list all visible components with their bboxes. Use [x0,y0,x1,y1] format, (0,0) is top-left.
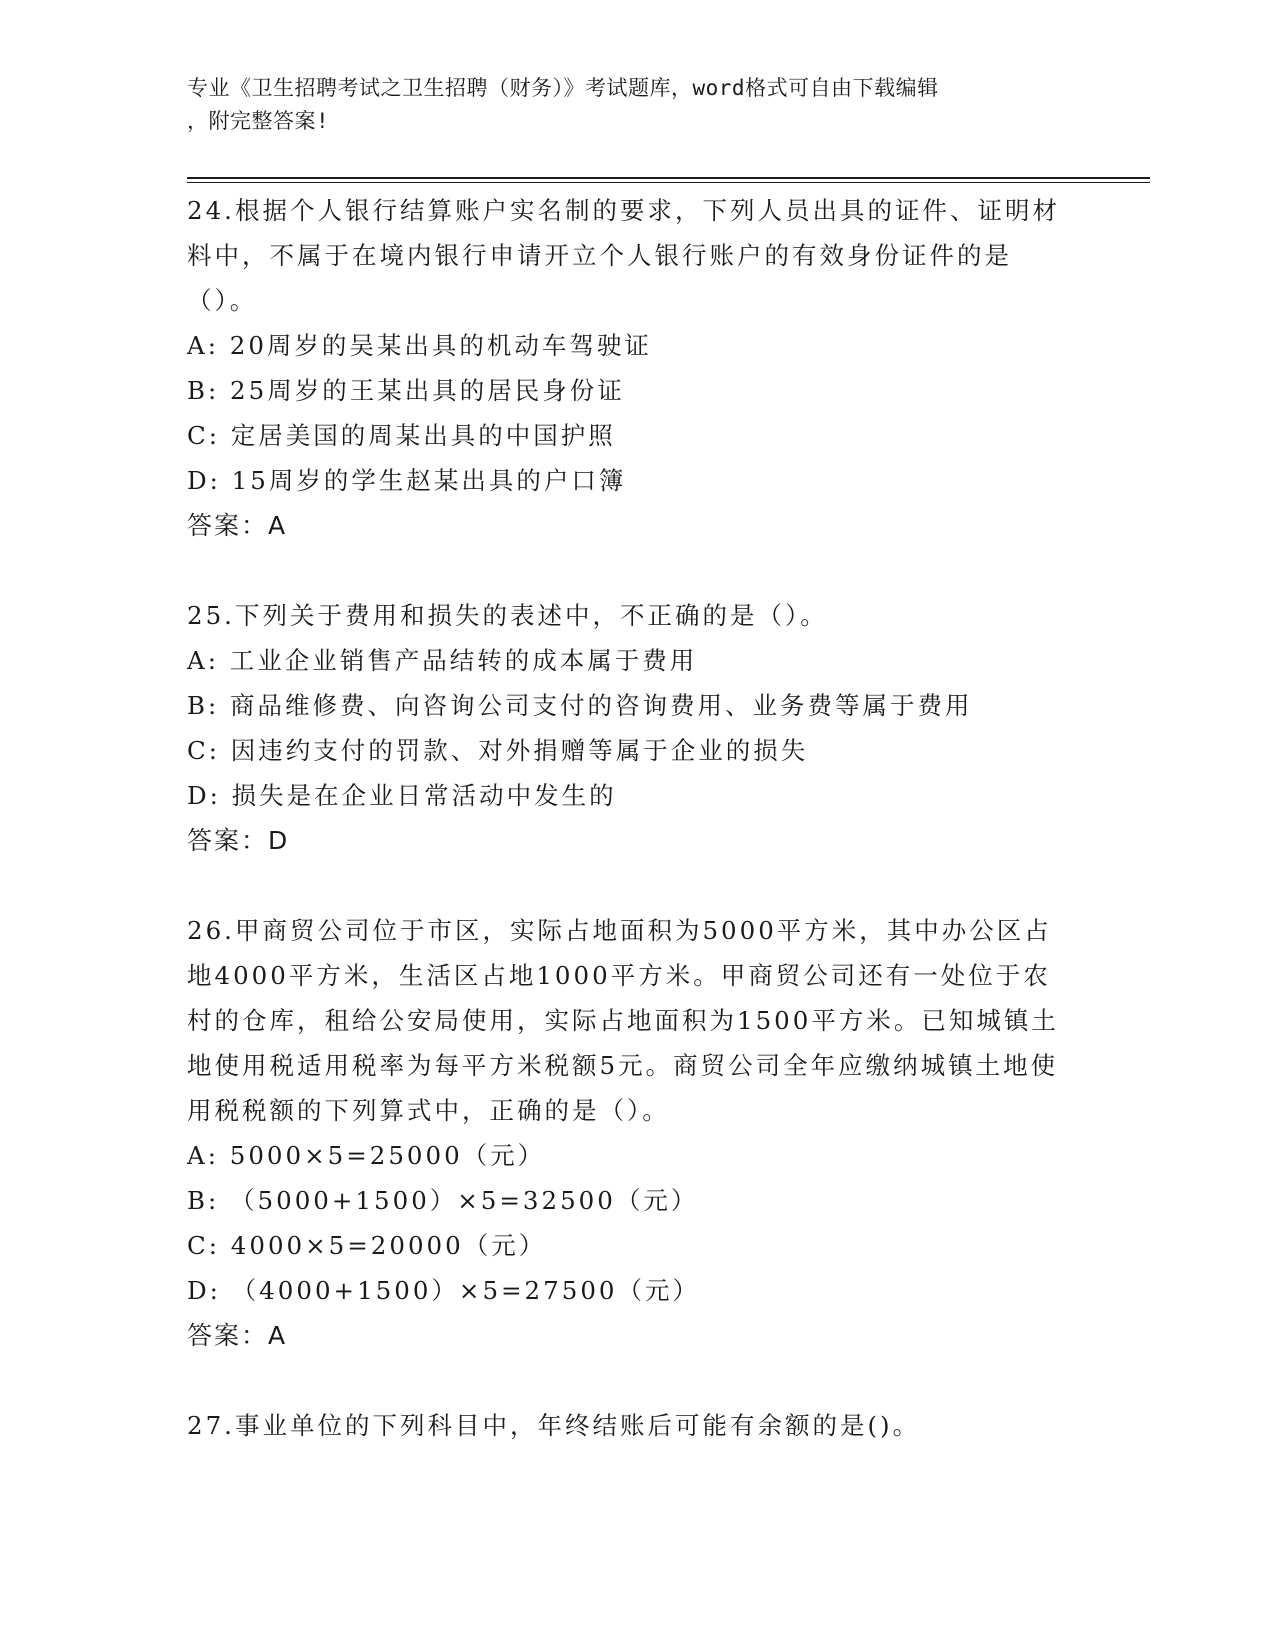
answer-line: 答案：A [187,511,288,540]
option-d: D: 15周岁的学生赵某出具的户口簿 [187,466,627,495]
question-spacer [187,863,1067,908]
question-stem: 25.下列关于费用和损失的表述中，不正确的是（）。 [187,601,828,630]
option-d: D: 损失是在企业日常活动中发生的 [187,781,617,810]
question-spacer [187,1358,1067,1403]
question-27 [187,1403,1067,1448]
question-25 [187,593,1067,863]
question-spacer [187,548,1067,593]
question-24 [187,188,1067,548]
document-header [187,72,1067,138]
question-26 [187,908,1067,1358]
option-a: A: 20周岁的吴某出具的机动车驾驶证 [187,331,652,360]
answer-line: 答案：A [187,1321,288,1350]
header-divider-thin [187,182,1150,183]
option-b: B: 商品维修费、向咨询公司支付的咨询费用、业务费等属于费用 [187,691,973,720]
option-a: A: 工业企业销售产品结转的成本属于费用 [187,646,698,675]
question-list [187,188,1067,1448]
option-d: D: （4000+1500）×5=27500（元） [187,1276,700,1305]
option-c: C: 因违约支付的罚款、对外捐赠等属于企业的损失 [187,736,809,765]
option-a: A: 5000×5=25000（元） [187,1141,546,1170]
option-c: C: 4000×5=20000（元） [187,1231,547,1260]
header-divider-thick [187,177,1150,179]
question-stem: 27.事业单位的下列科目中，年终结账后可能有余额的是()。 [187,1411,921,1440]
header-line-2: ，附完整答案! [187,109,330,133]
option-c: C: 定居美国的周某出具的中国护照 [187,421,616,450]
question-stem: 26.甲商贸公司位于市区，实际占地面积为5000平方米，其中办公区占地4000平方米，生活区占地1000平方米。甲商贸公司还有一处位于农村的仓库，租给公安局使用，实际占地面积为1500平方米。已知城镇土地使用税适用税率为每平方米税额5元。商贸公司全年应缴纳城镇土地使用税税额的下列算式中，正确的是（）。 [187,916,1059,1125]
question-stem: 24.根据个人银行结算账户实名制的要求，下列人员出具的证件、证明材料中，不属于在境内银行申请开立个人银行账户的有效身份证件的是（）。 [187,196,1060,315]
header-line-1: 专业《卫生招聘考试之卫生招聘（财务）》考试题库，word格式可自由下载编辑 [187,76,939,100]
option-b: B: （5000+1500）×5=32500（元） [187,1186,699,1215]
option-b: B: 25周岁的王某出具的居民身份证 [187,376,625,405]
answer-line: 答案：D [187,826,290,855]
